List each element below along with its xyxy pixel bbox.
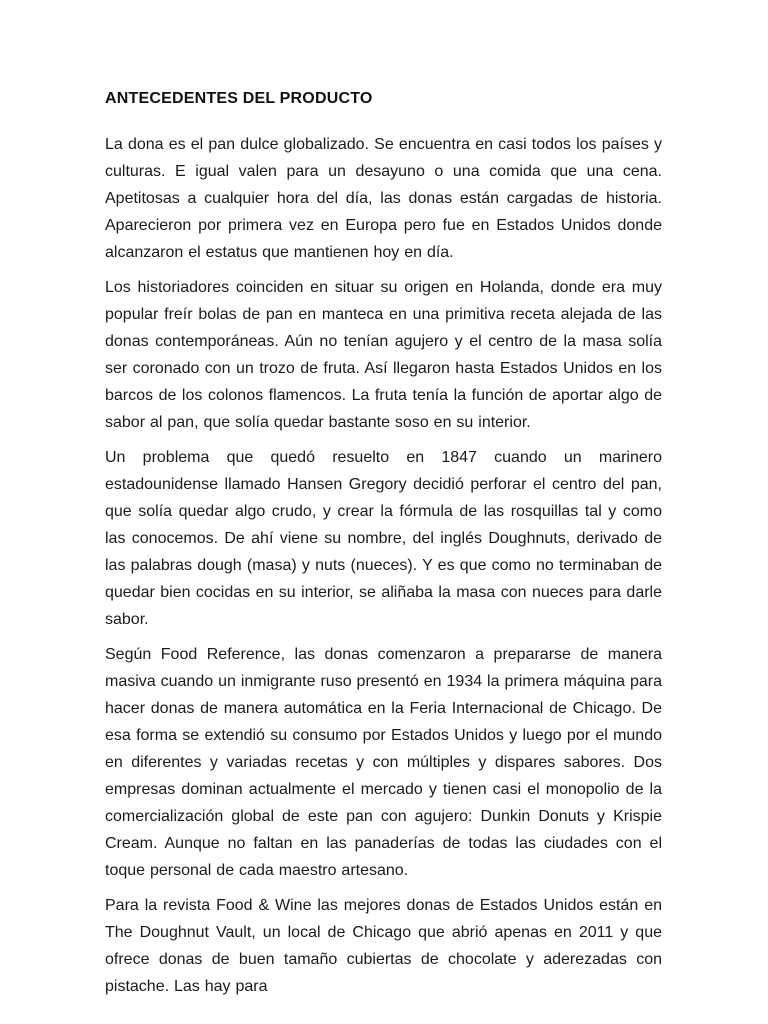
document-title: ANTECEDENTES DEL PRODUCTO (105, 90, 373, 107)
paragraph-food-and-wine: Para la revista Food & Wine las mejores donas de Estados Unidos están en The Doughnut Vault, un local de Chicago que abrió apenas en 2011 y que ofrece donas de buen tamaño cubiertas de chocolate y aderezadas con pistache. Las hay para (105, 897, 662, 995)
paragraph-hansen-gregory: Un problema que quedó resuelto en 1847 cuando un marinero estadounidense llamado Hansen Gregory decidió perforar el centro del pan, que solía quedar algo crudo, y crear la fórmula de las rosquillas tal y como las conocemos. De ahí viene su nombre, del inglés Doughnuts, derivado de las palabras dough (masa) y nuts (nueces). Y es que como no terminaban de quedar bien cocidas en su interior, se aliñaba la masa con nueces para darle sabor. (105, 449, 662, 628)
paragraph-food-reference: Según Food Reference, las donas comenzaron a prepararse de manera masiva cuando un inmigrante ruso presentó en 1934 la primera máquina para hacer donas de manera automática en la Feria Internacional de Chicago. De esa forma se extendió su consumo por Estados Unidos y luego por el mundo en diferentes y variadas recetas y con múltiples y dispares sabores. Dos empresas dominan actualmente el mercado y tienen casi el monopolio de la comercialización global de este pan con agujero: Dunkin Donuts y Krispie Cream. Aunque no faltan en las panaderías de todas las ciudades con el toque personal de cada maestro artesano. (105, 646, 662, 879)
document-text-block (105, 91, 662, 1008)
paragraph-origin-holland: Los historiadores coinciden en situar su origen en Holanda, donde era muy popular freír bolas de pan en manteca en una primitiva receta alejada de las donas contemporáneas. Aún no tenían agujero y el centro de la masa solía ser coronado con un trozo de fruta. Así llegaron hasta Estados Unidos en los barcos de los colonos flamencos. La fruta tenía la función de aportar algo de sabor al pan, que solía quedar bastante soso en su interior. (105, 279, 662, 431)
paragraph-intro: La dona es el pan dulce globalizado. Se encuentra en casi todos los países y culturas. E igual valen para un desayuno o una comida que una cena. Apetitosas a cualquier hora del día, las donas están cargadas de historia. Aparecieron por primera vez en Europa pero fue en Estados Unidos donde alcanzaron el estatus que mantienen hoy en día. (105, 136, 662, 261)
